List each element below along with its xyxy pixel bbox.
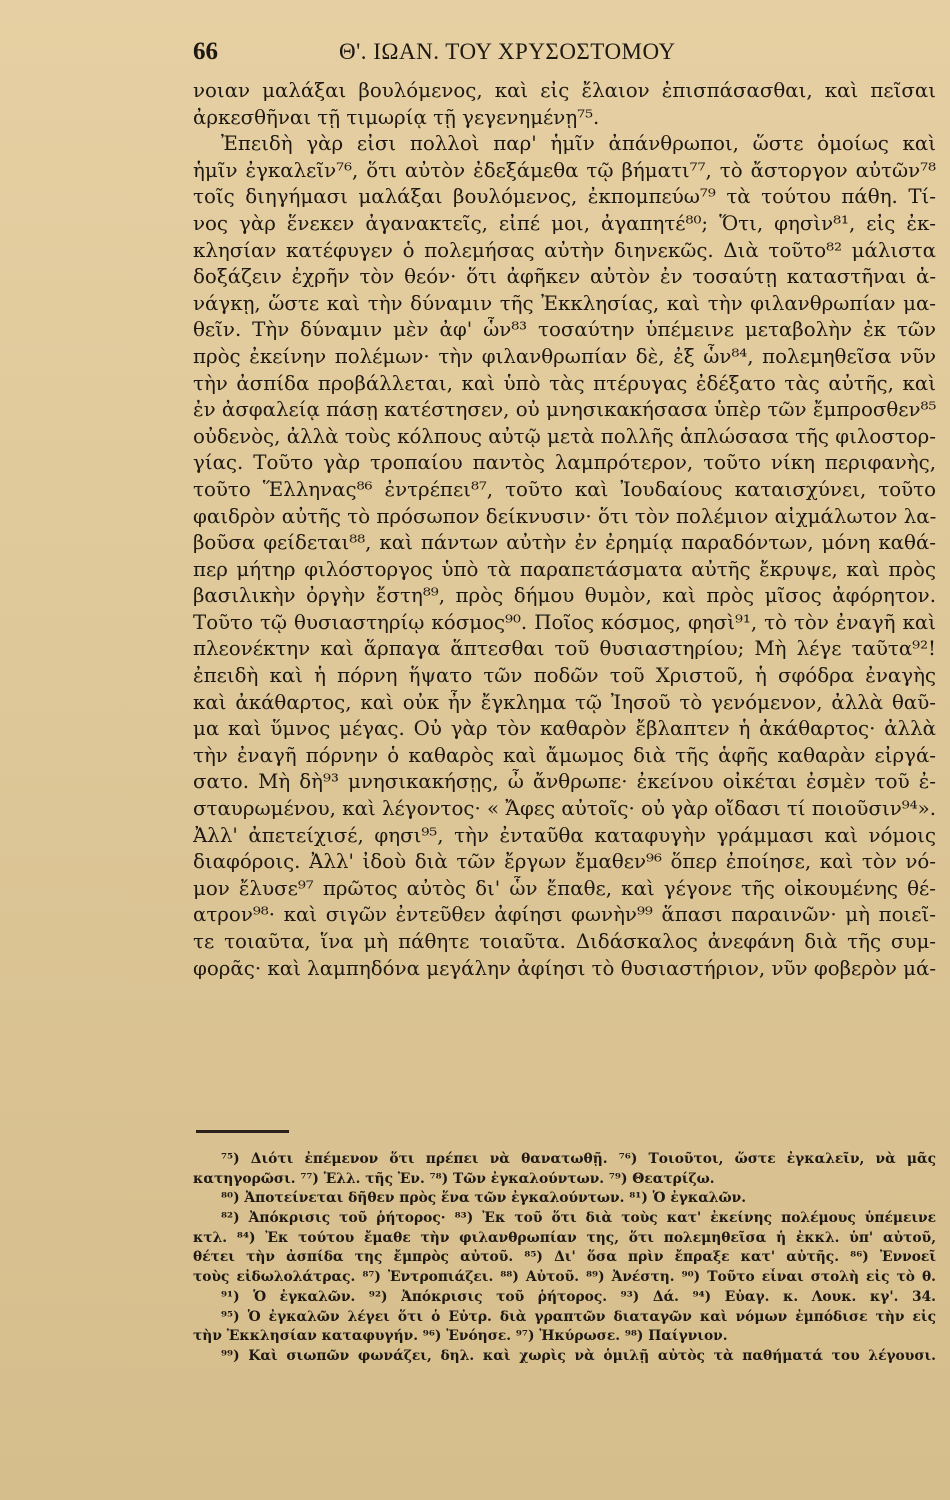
text-line: φορᾶς· καὶ λαμπηδόνα μεγάλην ἀφίησι τὸ θυσιαστήριον, νῦν φοβερὸν μά-	[193, 956, 936, 980]
footnote-line: ⁹⁹) Καὶ σιωπῶν φωνάζει, δηλ. καὶ χωρὶς νὰ ὁμιλῇ αὐτὸς τὰ παθήματά του λέγουσι.	[221, 1347, 936, 1364]
footnotes	[193, 1150, 936, 1367]
text-line: τε τοιαῦτα, ἵνα μὴ πάθητε τοιαῦτα. Διδάσκαλος ἀνεφάνη διὰ τῆς συμ-	[193, 930, 936, 953]
footnote-line: θέτει τὴν ἀσπίδα της ἔμπρὸς αὐτοῦ. ⁸⁵) Δι' ὅσα πρὶν ἔπραξε κατ' αὐτῆς. ⁸⁶) Ἐννοεῖ	[193, 1249, 936, 1266]
text-line: σταυρωμένου, καὶ λέγοντος· « Ἄφες αὐτοῖς· οὐ γὰρ οἴδασι τί ποιοῦσιν⁹⁴».	[193, 797, 936, 821]
text-line: νοιαν μαλάξαι βουλόμενος, καὶ εἰς ἔλαιον ἐπισπάσασθαι, καὶ πεῖσαι	[193, 79, 936, 102]
footnote-line: τοὺς εἰδωλολάτρας. ⁸⁷) Ἐντροπιάζει. ⁸⁸) Αὐτοῦ. ⁸⁹) Ἀνέστη. ⁹⁰) Τοῦτο εἶναι στολὴ εἰς τὸ θ.	[193, 1269, 936, 1286]
text-line: τοῖς διηγήμασι μαλάξαι βουλόμενος, ἐκπομπεύω⁷⁹ τὰ τούτου πάθη. Τί-	[193, 185, 936, 209]
text-line: βασιλικὴν ὀργὴν ἔστη⁸⁹, πρὸς δήμου θυμὸν, καὶ πρὸς μῖσος ἀφόρητον.	[193, 584, 936, 608]
text-line: Ἐπειδὴ γὰρ εἰσι πολλοὶ παρ' ἡμῖν ἀπάνθρωποι, ὥστε ὁμοίως καὶ	[221, 132, 936, 156]
text-line: ἀρκεσθῆναι τῇ τιμωρίᾳ τῇ γεγενημένῃ⁷⁵.	[193, 105, 600, 129]
footnote-line: τὴν Ἐκκλησίαν καταφυγήν. ⁹⁶) Ἐνόησε. ⁹⁷) Ἠκύρωσε. ⁹⁸) Παίγνιον.	[193, 1328, 728, 1345]
text-line: μα καὶ ὕμνος μέγας. Οὐ γὰρ τὸν καθαρὸν ἔβλαπτεν ἡ ἀκάθαρτος· ἀλλὰ	[193, 717, 936, 741]
footnote-line: ⁹⁵) Ὁ ἐγκαλῶν λέγει ὅτι ὁ Εὐτρ. διὰ γραπτῶν διαταγῶν καὶ νόμων ἐμπόδισε τὴν εἰς	[221, 1308, 936, 1325]
text-line: τοῦτο Ἕλληνας⁸⁶ ἐντρέπει⁸⁷, τοῦτο καὶ Ἰουδαίους καταισχύνει, τοῦτο	[193, 477, 936, 501]
text-line: πλεονέκτην καὶ ἅρπαγα ἅπτεσθαι τοῦ θυσιαστηρίου; Μὴ λέγε ταῦτα⁹²!	[193, 637, 936, 661]
text-line: ἐν ἀσφαλείᾳ πάσῃ κατέστησεν, οὐ μνησικακήσασα ὑπὲρ τῶν ἔμπροσθεν⁸⁵	[193, 398, 936, 422]
text-line: ἡμῖν ἐγκαλεῖν⁷⁶, ὅτι αὐτὸν ἐδεξάμεθα τῷ βήματι⁷⁷, τὸ ἄστοργον αὐτῶν⁷⁸	[193, 158, 936, 182]
text-line: κλησίαν κατέφυγεν ὁ πολεμήσας αὐτὴν διηνεκῶς. Διὰ τοῦτο⁸² μάλιστα	[193, 238, 936, 262]
text-line: δοξάζειν ἐχρῆν τὸν θεόν· ὅτι ἀφῆκεν αὐτὸν ἐν τοσαύτῃ καταστῆναι ἀ-	[193, 265, 936, 289]
footnote-line: κτλ. ⁸⁴) Ἐκ τούτου ἔμαθε τὴν φιλανθρωπίαν της, ὅτι πολεμηθεῖσα ἡ ἐκκλ. ὑπ' αὐτοῦ,	[193, 1229, 936, 1246]
text-line: ἐπειδὴ καὶ ἡ πόρνη ἥψατο τῶν ποδῶν τοῦ Χριστοῦ, ἡ σφόδρα ἐναγὴς	[193, 664, 936, 688]
text-line: οὐδενὸς, ἀλλὰ τοὺς κόλπους αὐτῷ μετὰ πολλῆς ἁπλώσασα τῆς φιλοστορ-	[193, 424, 936, 448]
text-line: τὴν ἀσπίδα προβάλλεται, καὶ ὑπὸ τὰς πτέρυγας ἐδέξατο τὰς αὐτῆς, καὶ	[193, 371, 936, 395]
text-line: φαιδρὸν αὐτῆς τὸ πρόσωπον δείκνυσιν· ὅτι τὸν πολέμιον αἰχμάλωτον λα-	[193, 504, 936, 528]
footnote-line: ⁷⁵) Διότι ἐπέμενον ὅτι πρέπει νὰ θανατωθῇ. ⁷⁶) Τοιοῦτοι, ὥστε ἐγκαλεῖν, νὰ μᾶς	[221, 1151, 936, 1167]
text-line: ατρον⁹⁸· καὶ σιγῶν ἐντεῦθεν ἀφίησι φωνὴν⁹⁹ ἅπασι παραινῶν· μὴ ποιεῖ-	[193, 903, 936, 927]
main-text	[193, 78, 936, 982]
text-line: Τοῦτο τῷ θυσιαστηρίῳ κόσμος⁹⁰. Ποῖος κόσμος, φησὶ⁹¹, τὸ τὸν ἐναγῆ καὶ	[193, 610, 936, 634]
text-line: γίας. Τοῦτο γὰρ τροπαίου παντὸς λαμπρότερον, τοῦτο νίκη περιφανὴς,	[193, 451, 936, 475]
page-header	[193, 38, 763, 72]
footnote-divider	[196, 1130, 289, 1133]
text-line: νος γὰρ ἕνεκεν ἀγανακτεῖς, εἰπέ μοι, ἀγαπητέ⁸⁰; Ὅτι, φησὶν⁸¹, εἰς ἐκ-	[193, 211, 936, 235]
text-line: διαφόροις. Ἀλλ' ἰδοὺ διὰ τῶν ἔργων ἔμαθεν⁹⁶ ὅπερ ἐποίησε, καὶ τὸν νό-	[193, 850, 936, 874]
footnote-line: κατηγορῶσι. ⁷⁷) Ἑλλ. τῆς Ἐν. ⁷⁸) Τῶν ἐγκαλούντων. ⁷⁹) Θεατρίζω.	[193, 1170, 715, 1187]
text-line: τὴν ἐναγῆ πόρνην ὁ καθαρὸς καὶ ἄμωμος διὰ τῆς ἁφῆς καθαρὰν εἰργά-	[193, 743, 936, 767]
footnote-line: ⁸²) Ἀπόκρισις τοῦ ῥήτορος· ⁸³) Ἐκ τοῦ ὅτι διὰ τοὺς κατ' ἐκείνης πολέμους ὑπέμεινε	[221, 1210, 936, 1227]
text-line: Ἀλλ' ἀπετείχισέ, φησι⁹⁵, τὴν ἐνταῦθα καταφυγὴν γράμμασι καὶ νόμοις	[193, 823, 936, 847]
text-line: νάγκῃ, ὥστε καὶ τὴν δύναμιν τῆς Ἐκκλησίας, καὶ τὴν φιλανθρωπίαν μα-	[193, 291, 936, 315]
page-number: 66	[193, 38, 218, 65]
text-line: πρὸς ἐκείνην πολέμων· τὴν φιλανθρωπίαν δὲ, ἐξ ὧν⁸⁴, πολεμηθεῖσα νῦν	[193, 344, 936, 368]
footnote-line: ⁸⁰) Ἀποτείνεται δῆθεν πρὸς ἕνα τῶν ἐγκαλούντων. ⁸¹) Ὁ ἐγκαλῶν.	[221, 1190, 746, 1207]
running-title: Θ'. ΙΩΑΝ. ΤΟΥ ΧΡΥΣΟΣΤΟΜΟΥ	[339, 39, 676, 64]
text-line: θεῖν. Τὴν δύναμιν μὲν ἀφ' ὧν⁸³ τοσαύτην ὑπέμεινε μεταβολὴν ἐκ τῶν	[193, 318, 936, 342]
text-line: βοῦσα φείδεται⁸⁸, καὶ πάντων αὐτὴν ἐν ἐρημίᾳ παραδόντων, μόνη καθά-	[193, 531, 936, 555]
text-line: περ μήτηρ φιλόστοργος ὑπὸ τὰ παραπετάσματα αὐτῆς ἔκρυψε, καὶ πρὸς	[193, 557, 936, 581]
text-line: σατο. Μὴ δὴ⁹³ μνησικακήσῃς, ὦ ἄνθρωπε· ἐκείνου οἰκέται ἐσμὲν τοῦ ἐ-	[193, 770, 936, 794]
text-line: καὶ ἀκάθαρτος, καὶ οὐκ ἦν ἔγκλημα τῷ Ἰησοῦ τὸ γενόμενον, ἀλλὰ θαῦ-	[193, 690, 936, 714]
text-line: μον ἔλυσε⁹⁷ πρῶτος αὐτὸς δι' ὧν ἔπαθε, καὶ γέγονε τῆς οἰκουμένης θέ-	[193, 876, 936, 900]
footnote-line: ⁹¹) Ὁ ἐγκαλῶν. ⁹²) Ἀπόκρισις τοῦ ῥήτορος. ⁹³) Δά. ⁹⁴) Εὐαγ. κ. Λουκ. κγ'. 34.	[221, 1288, 936, 1305]
